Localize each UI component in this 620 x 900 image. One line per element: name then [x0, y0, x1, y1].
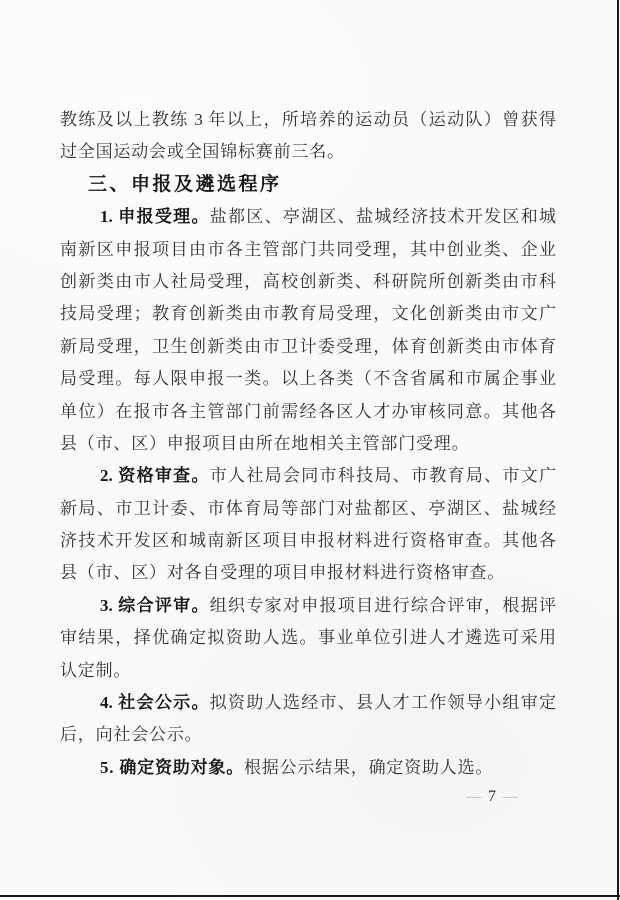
page-number-value: 7 [488, 788, 496, 805]
section-heading: 三、申报及遴选程序 [88, 173, 282, 195]
item-title: 4. 社会公示。 [100, 693, 210, 713]
document-body [60, 104, 556, 784]
page-number [448, 788, 536, 806]
text-line: 局受理。每人限申报一类。以上各类（不含省属和市属企事业 [60, 369, 556, 389]
text-line [60, 752, 556, 784]
text-line: 新局受理，卫生创新类由市卫计委受理，体育创新类由市体育 [60, 336, 556, 356]
page-number-dash-right: — [503, 788, 518, 805]
text-line: 新局、市卫计委、市体育局等部门对盐都区、亭湖区、盐城经 [60, 498, 556, 518]
text-line: 县（市、区）对各自受理的项目申报材料进行资格审查。 [60, 563, 505, 583]
text-line [60, 201, 556, 233]
text-line: 创新类由市人社局受理，高校创新类、科研院所创新类由市科 [60, 271, 556, 291]
text-line: 过全国运动会或全国锦标赛前三名。 [60, 142, 345, 162]
scan-edge-right [617, 0, 619, 900]
page-number-dash-left: — [466, 788, 481, 805]
text-line: 审结果，择优确定拟资助人选。事业单位引进人才遴选可采用 [60, 628, 556, 648]
item-text: 盐都区、亭湖区、盐城经济技术开发区和城 [209, 207, 556, 227]
text-line [60, 687, 556, 719]
item-title: 5. 确定资助对象。 [100, 757, 244, 777]
item-text: 组织专家对申报项目进行综合评审，根据评 [209, 595, 556, 615]
item-title: 2. 资格审查。 [100, 466, 210, 486]
text-line: 单位）在报市各主管部门前需经各区人才办审核同意。其他各 [60, 401, 556, 421]
text-line: 济技术开发区和城南新区项目申报材料进行资格审查。其他各 [60, 531, 556, 551]
text-line [60, 590, 556, 622]
text-line: 认定制。 [60, 660, 132, 680]
text-line: 南新区申报项目由市各主管部门共同受理，其中创业类、企业 [60, 239, 556, 259]
text-line: 教练及以上教练 3 年以上，所培养的运动员（运动队）曾获得 [60, 110, 556, 129]
text-line: 技局受理；教育创新类由市教育局受理，文化创新类由市文广 [60, 304, 556, 324]
text-line [60, 460, 556, 492]
item-title: 3. 综合评审。 [100, 595, 210, 615]
item-text: 市人社局会同市科技局、市教育局、市文广 [209, 466, 556, 486]
item-text: 拟资助人选经市、县人才工作领导小组审定 [209, 693, 556, 713]
text-line: 县（市、区）申报项目由所在地相关主管部门受理。 [60, 433, 470, 453]
scan-edge-bottom [0, 895, 620, 897]
item-title: 1. 申报受理。 [100, 207, 210, 227]
text-line: 后，向社会公示。 [60, 725, 203, 745]
item-text: 根据公示结果，确定资助人选。 [244, 757, 494, 777]
